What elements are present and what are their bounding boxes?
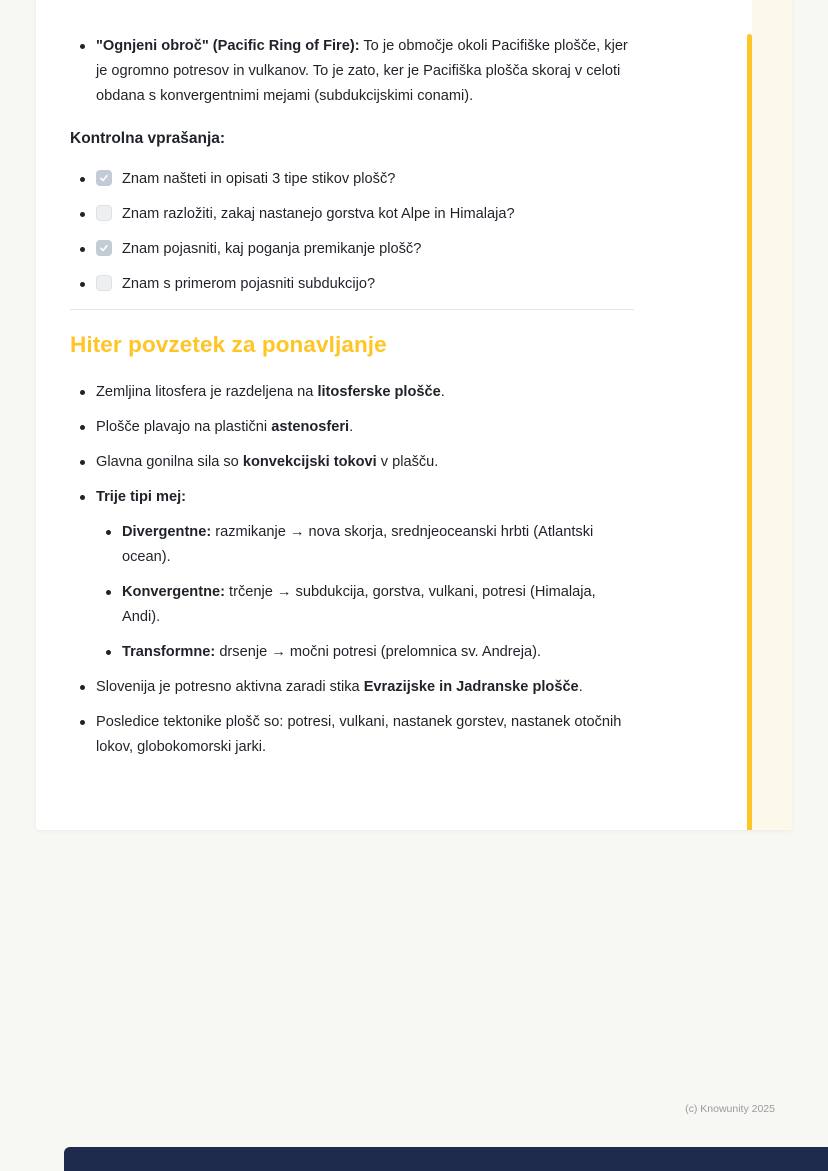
summary-list xyxy=(70,380,634,760)
sub-bullet xyxy=(96,580,634,630)
text-segment: Posledice tektonike plošč so: potresi, vulkani, nastanek gorstev, nastanek otočnih lokov, globokomorski jarki. xyxy=(96,714,622,755)
intro-bold-text: "Ognjeni obroč" (Pacific Ring of Fire): xyxy=(96,38,360,54)
intro-text: To je območje okoli Pacifiške plošče, kjer je ogromno potresov in vulkanov. To je zato, ker je Pacifiška plošča skoraj v celoti obdana s konvergentnimi mejami (subdukcijskimi conami). xyxy=(96,38,628,104)
copyright-text: (c) Knowunity 2025 xyxy=(685,1103,775,1115)
text-segment: . xyxy=(440,384,445,400)
text-segment-bold: konvekcijski tokovi xyxy=(242,454,377,470)
intro-list xyxy=(70,34,634,109)
text-segment: Plošče plavajo na plastični xyxy=(96,419,272,435)
document-content xyxy=(36,0,792,760)
checkbox[interactable] xyxy=(96,170,112,186)
checklist-label: Znam s primerom pojasniti subdukcijo? xyxy=(122,276,376,292)
text-segment: . xyxy=(349,419,354,435)
check-icon xyxy=(99,243,109,253)
checklist-item xyxy=(70,202,634,227)
summary-bullet xyxy=(70,675,634,700)
text-segment: razmikanje → nova skorja, srednjeoceanski hrbti (Atlantski ocean). xyxy=(122,524,594,565)
checklist-item xyxy=(70,167,634,192)
checklist-item xyxy=(70,272,634,297)
checkbox[interactable] xyxy=(96,205,112,221)
summary-bullet xyxy=(70,415,634,440)
text-segment-bold: Evrazijske in Jadranske plošče xyxy=(363,679,579,695)
checklist-item xyxy=(70,237,634,262)
summary-bullet xyxy=(70,710,634,760)
checkbox[interactable] xyxy=(96,275,112,291)
text-segment: v plašču. xyxy=(376,454,439,470)
control-questions-heading: Kontrolna vprašanja: xyxy=(70,130,226,147)
summary-heading: Hiter povzetek za ponavljanje xyxy=(70,332,387,357)
sub-bullet xyxy=(96,520,634,570)
boundary-types-sublist xyxy=(96,520,634,665)
check-icon xyxy=(99,173,109,183)
intro-bullet xyxy=(70,34,634,109)
text-segment: Zemljina litosfera je razdeljena na xyxy=(96,384,318,400)
section-divider xyxy=(70,309,634,310)
text-segment: drsenje → močni potresi (prelomnica sv. Andreja). xyxy=(215,644,542,660)
checkbox[interactable] xyxy=(96,240,112,256)
sub-bullet xyxy=(96,640,634,665)
document-page xyxy=(36,0,792,830)
text-segment-bold: Divergentne: xyxy=(122,524,212,540)
text-segment: . xyxy=(578,679,583,695)
text-segment-bold: Trije tipi mej: xyxy=(96,489,187,505)
control-questions-list xyxy=(70,167,634,297)
text-segment-bold: litosferske plošče xyxy=(317,384,441,400)
checklist-label: Znam našteti in opisati 3 tipe stikov plošč? xyxy=(122,171,396,187)
text-segment: trčenje → subdukcija, gorstva, vulkani, potresi (Himalaja, Andi). xyxy=(122,584,596,625)
text-segment: Slovenija je potresno aktivna zaradi stika xyxy=(96,679,364,695)
summary-bullet xyxy=(70,485,634,665)
checklist-label: Znam pojasniti, kaj poganja premikanje plošč? xyxy=(122,241,422,257)
next-page-edge xyxy=(64,1147,828,1171)
text-segment-bold: Konvergentne: xyxy=(122,584,225,600)
text-segment: Glavna gonilna sila so xyxy=(96,454,243,470)
text-segment-bold: astenosferi xyxy=(271,419,350,435)
checklist-label: Znam razložiti, zakaj nastanejo gorstva kot Alpe in Himalaja? xyxy=(122,206,515,222)
text-segment-bold: Transformne: xyxy=(122,644,216,660)
summary-bullet xyxy=(70,380,634,405)
summary-bullet xyxy=(70,450,634,475)
